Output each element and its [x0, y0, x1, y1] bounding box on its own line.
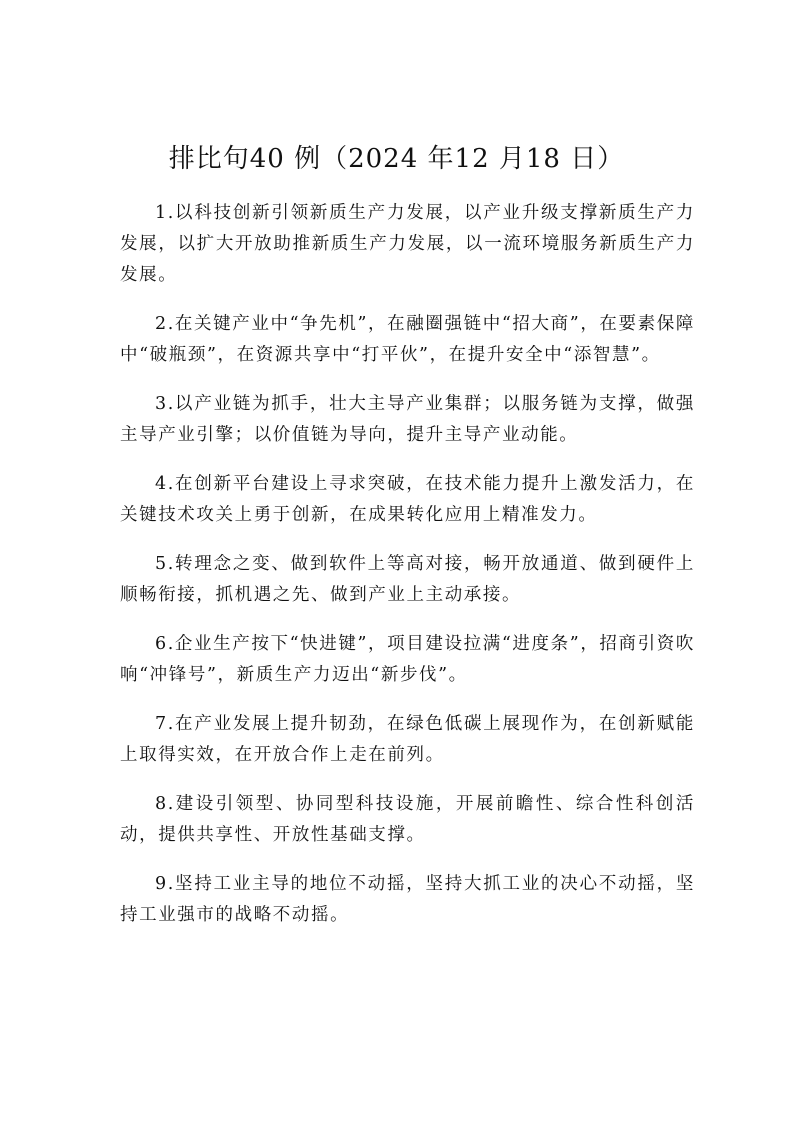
- paragraph-7: 7.在产业发展上提升韧劲，在绿色低碳上展现作为，在创新赋能上取得实效，在开放合作上走在前列。: [120, 714, 695, 765]
- paragraph-2: 2.在关键产业中“争先机”，在融圈强链中“招大商”，在要素保障中“破瓶颈”，在资源共享中“打平伙”，在提升安全中“添智慧”。: [120, 314, 695, 365]
- paragraph-5: 5.转理念之变、做到软件上等高对接，畅开放通道、做到硬件上顺畅衔接，抓机遇之先、做到产业上主动承接。: [120, 554, 695, 605]
- paragraph-8: 8.建设引领型、协同型科技设施，开展前瞻性、综合性科创活动，提供共享性、开放性基础支撑。: [120, 794, 695, 845]
- paragraph-9: 9.坚持工业主导的地位不动摇，坚持大抓工业的决心不动摇，坚持工业强市的战略不动摇。: [120, 874, 695, 925]
- paragraph-4: 4.在创新平台建设上寻求突破，在技术能力提升上激发活力，在关键技术攻关上勇于创新，在成果转化应用上精准发力。: [120, 474, 695, 525]
- paragraph-1: 1.以科技创新引领新质生产力发展，以产业升级支撑新质生产力发展，以扩大开放助推新质生产力发展，以一流环境服务新质生产力发展。: [120, 203, 695, 285]
- document-title: 排比句40 例（2024 年12 月18 日）: [168, 144, 625, 174]
- paragraph-3: 3.以产业链为抓手，壮大主导产业集群；以服务链为支撑，做强主导产业引擎；以价值链为导向，提升主导产业动能。: [120, 394, 695, 445]
- document-body: [120, 198, 695, 949]
- paragraph-6: 6.企业生产按下“快进键”，项目建设拉满“进度条”，招商引资吹响“冲锋号”，新质生产力迈出“新步伐”。: [120, 634, 695, 685]
